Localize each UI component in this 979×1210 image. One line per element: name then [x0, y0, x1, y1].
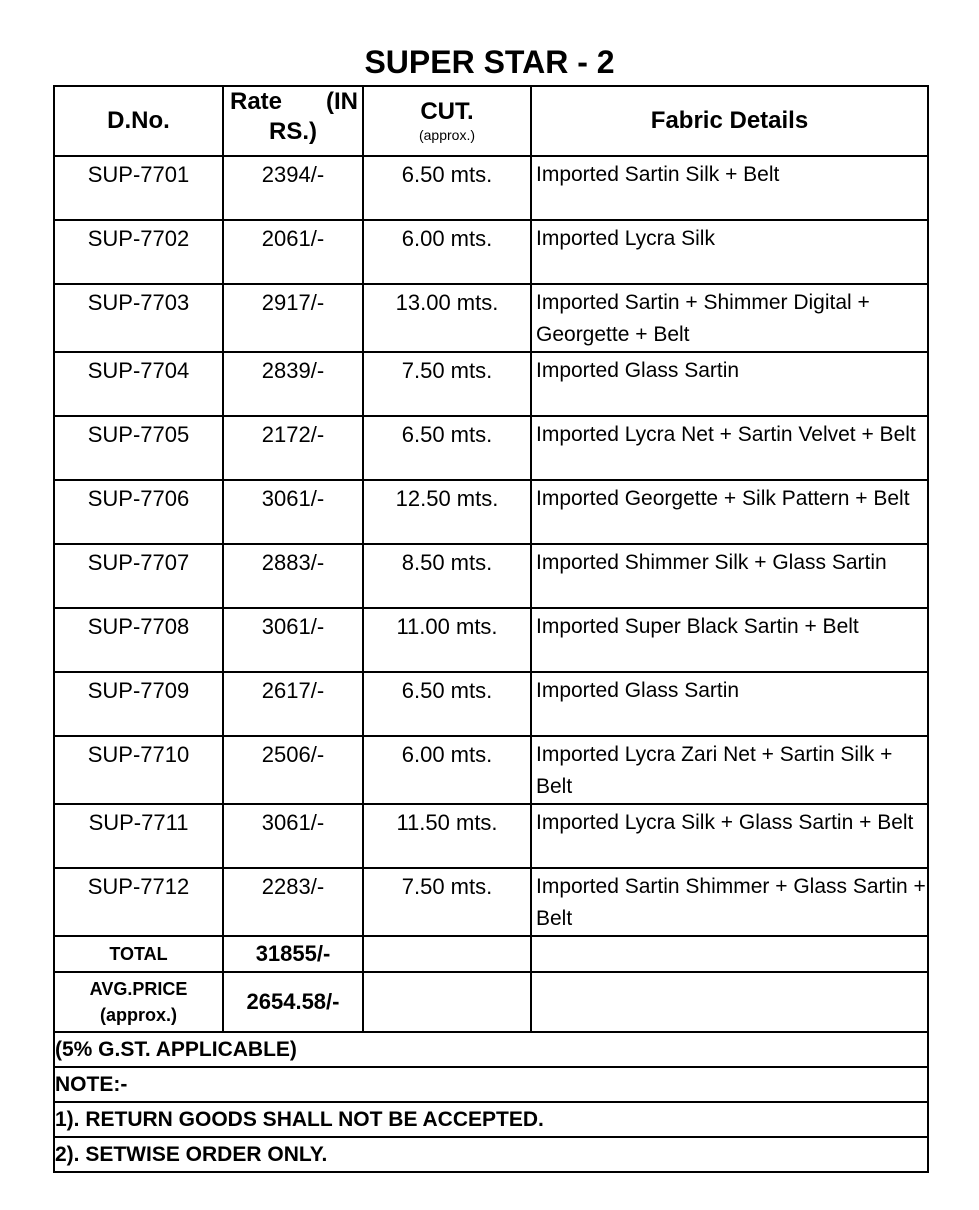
note-setwise-order: 2). SETWISE ORDER ONLY. — [54, 1137, 928, 1172]
table-header-row — [54, 86, 928, 156]
table-row — [54, 352, 928, 416]
cell-rate: 3061/- — [223, 804, 363, 868]
cell-fabric: Imported Lycra Silk — [531, 220, 928, 284]
avg-empty-cut — [363, 972, 531, 1032]
table-row — [54, 804, 928, 868]
total-value: 31855/- — [223, 936, 363, 972]
total-empty-fabric — [531, 936, 928, 972]
note-row-1 — [54, 1102, 928, 1137]
note-heading: NOTE:- — [54, 1067, 928, 1102]
header-cut — [363, 86, 531, 156]
table-body — [54, 156, 928, 1172]
cell-cut: 6.50 mts. — [363, 416, 531, 480]
page-title: SUPER STAR - 2 — [364, 44, 615, 80]
cell-cut: 6.00 mts. — [363, 220, 531, 284]
header-fabric: Fabric Details — [531, 86, 928, 156]
note-heading-row — [54, 1067, 928, 1102]
table-row — [54, 480, 928, 544]
cell-rate: 2506/- — [223, 736, 363, 804]
cell-fabric: Imported Sartin + Shimmer Digital + Georgette + Belt — [531, 284, 928, 352]
avg-price-value: 2654.58/- — [223, 972, 363, 1032]
header-dno: D.No. — [54, 86, 223, 156]
table-row — [54, 672, 928, 736]
cell-fabric: Imported Sartin Silk + Belt — [531, 156, 928, 220]
table-row — [54, 608, 928, 672]
cell-dno: SUP-7712 — [54, 868, 223, 936]
avg-empty-fabric — [531, 972, 928, 1032]
table-row — [54, 868, 928, 936]
cell-cut: 12.50 mts. — [363, 480, 531, 544]
price-table — [53, 85, 929, 1173]
header-rate-line2: RS.) — [269, 118, 317, 145]
avg-price-row — [54, 972, 928, 1032]
cell-cut: 7.50 mts. — [363, 352, 531, 416]
cell-fabric: Imported Glass Sartin — [531, 672, 928, 736]
cell-rate: 2283/- — [223, 868, 363, 936]
cell-dno: SUP-7708 — [54, 608, 223, 672]
gst-row — [54, 1032, 928, 1067]
cell-rate: 2172/- — [223, 416, 363, 480]
cell-fabric: Imported Lycra Zari Net + Sartin Silk + Belt — [531, 736, 928, 804]
cell-dno: SUP-7705 — [54, 416, 223, 480]
cell-cut: 7.50 mts. — [363, 868, 531, 936]
cell-fabric: Imported Lycra Net + Sartin Velvet + Belt — [531, 416, 928, 480]
header-rate — [223, 86, 363, 156]
table-row — [54, 284, 928, 352]
cell-fabric: Imported Georgette + Silk Pattern + Belt — [531, 480, 928, 544]
gst-note: (5% G.ST. APPLICABLE) — [54, 1032, 928, 1067]
cell-cut: 6.50 mts. — [363, 672, 531, 736]
cell-dno: SUP-7707 — [54, 544, 223, 608]
avg-price-label — [54, 972, 223, 1032]
cell-fabric: Imported Sartin Shimmer + Glass Sartin + Belt — [531, 868, 928, 936]
cell-dno: SUP-7711 — [54, 804, 223, 868]
cell-rate: 2883/- — [223, 544, 363, 608]
note-row-2 — [54, 1137, 928, 1172]
cell-rate: 3061/- — [223, 480, 363, 544]
cell-cut: 8.50 mts. — [363, 544, 531, 608]
cell-rate: 2061/- — [223, 220, 363, 284]
cell-cut: 6.00 mts. — [363, 736, 531, 804]
avg-price-label-line1: AVG.PRICE — [89, 979, 188, 999]
avg-price-label-line2: (approx.) — [99, 1005, 177, 1025]
table-row — [54, 736, 928, 804]
note-return-goods: 1). RETURN GOODS SHALL NOT BE ACCEPTED. — [54, 1102, 928, 1137]
cell-dno: SUP-7706 — [54, 480, 223, 544]
cell-dno: SUP-7702 — [54, 220, 223, 284]
cell-fabric: Imported Super Black Sartin + Belt — [531, 608, 928, 672]
cell-rate: 2617/- — [223, 672, 363, 736]
cell-fabric: Imported Glass Sartin — [531, 352, 928, 416]
total-empty-cut — [363, 936, 531, 972]
cell-rate: 2917/- — [223, 284, 363, 352]
table-row — [54, 544, 928, 608]
cell-dno: SUP-7703 — [54, 284, 223, 352]
cell-cut: 13.00 mts. — [363, 284, 531, 352]
header-cut-label: CUT. — [420, 98, 474, 125]
header-cut-sub: (approx.) — [418, 127, 476, 143]
cell-rate: 3061/- — [223, 608, 363, 672]
cell-fabric: Imported Shimmer Silk + Glass Sartin — [531, 544, 928, 608]
cell-dno: SUP-7701 — [54, 156, 223, 220]
table-row — [54, 156, 928, 220]
table-row — [54, 416, 928, 480]
cell-dno: SUP-7710 — [54, 736, 223, 804]
header-rate-line1: Rate (IN — [230, 88, 358, 115]
total-row — [54, 936, 928, 972]
cell-cut: 6.50 mts. — [363, 156, 531, 220]
cell-dno: SUP-7709 — [54, 672, 223, 736]
cell-cut: 11.00 mts. — [363, 608, 531, 672]
table-row — [54, 220, 928, 284]
cell-rate: 2839/- — [223, 352, 363, 416]
cell-rate: 2394/- — [223, 156, 363, 220]
cell-dno: SUP-7704 — [54, 352, 223, 416]
cell-cut: 11.50 mts. — [363, 804, 531, 868]
total-label: TOTAL — [54, 936, 223, 972]
cell-fabric: Imported Lycra Silk + Glass Sartin + Belt — [531, 804, 928, 868]
